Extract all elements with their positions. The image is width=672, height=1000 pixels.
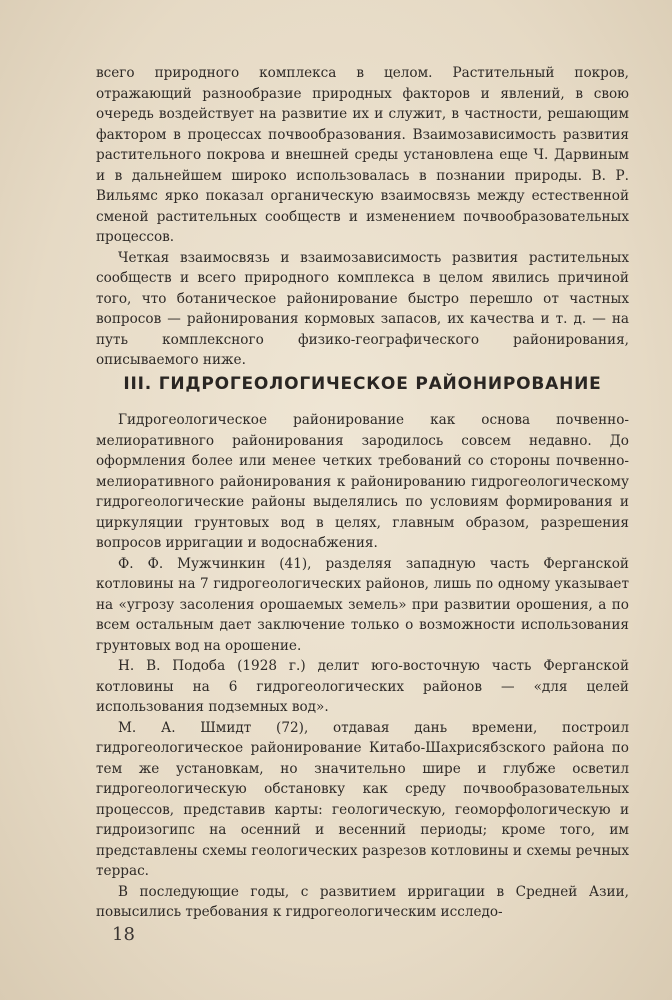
paragraph-interdependence: Четкая взаимосвязь и взаимозависимость развития растительных сообществ и всего природного комплекса в целом явились причиной того, что ботаническое районирование быстро перешло от частных вопросов — районирования кормовых запасов, их качества и т. д. — на путь комплексного физико-географического районирования, описываемого ниже.	[96, 249, 629, 368]
page-number: 18	[112, 924, 135, 945]
paragraph-continuation: всего природного комплекса в целом. Растительный покров, отражающий разнообразие природных факторов и явлений, в свою очередь воздействует на развитие их и служит, в частности, решающим фактором в процессах почвообразования. Взаимозависимость развития растительного покрова и внешней среды установлена еще Ч. Дарвиным и в дальнейшем широко использовалась в познании природы. В. Р. Вильямс ярко показал органическую взаимосвязь между естественной сменой растительных сообществ и изменением почвообразовательных процессов.	[96, 65, 629, 245]
section-text-block	[96, 410, 629, 923]
paragraph-later-years: В последующие годы, с развитием ирригации в Средней Азии, повысились требования к гидрогеологическим исследо-	[96, 883, 629, 920]
paragraph-podoba: Н. В. Подоба (1928 г.) делит юго-восточную часть Ферганской котловины на 6 гидрогеологических районов — «для целей использования подземных вод».	[96, 658, 629, 715]
section-heading: III. ГИДРОГЕОЛОГИЧЕСКОЕ РАЙОНИРОВАНИЕ	[123, 374, 602, 394]
paragraph-shmidt: М. А. Шмидт (72), отдавая дань времени, построил гидрогеологическое районирование Китабо-Шахрисябзского района по тем же установкам, но значительно шире и глубже осветил гидрогеологическую обстановку как среду почвообразовательных процессов, представив карты: геологическую, геоморфологическую и гидроизогипс на осенний и весенний периоды; кроме того, им представлены схемы геологических разрезов котловины и схемы речных террас.	[96, 719, 629, 879]
paragraph-intro: Гидрогеологическое районирование как основа почвенно-мелиоративного районирования зародилось совсем недавно. До оформления более или менее четких требований со стороны почвенно-мелиоративного районирования к районированию гидрогеологическому гидрогеологические районы выделялись по условиям формирования и циркуляции грунтовых вод в целях, главным образом, разрешения вопросов ирригации и водоснабжения.	[96, 412, 629, 551]
top-text-block	[96, 63, 629, 371]
paragraph-muzhchinkin: Ф. Ф. Мужчинкин (41), разделяя западную часть Ферганской котловины на 7 гидрогеологических районов, лишь по одному указывает на «угрозу засоления орошаемых земель» при развитии орошения, а по всем остальным дает заключение только о возможности использования грунтовых вод на орошение.	[96, 555, 629, 654]
